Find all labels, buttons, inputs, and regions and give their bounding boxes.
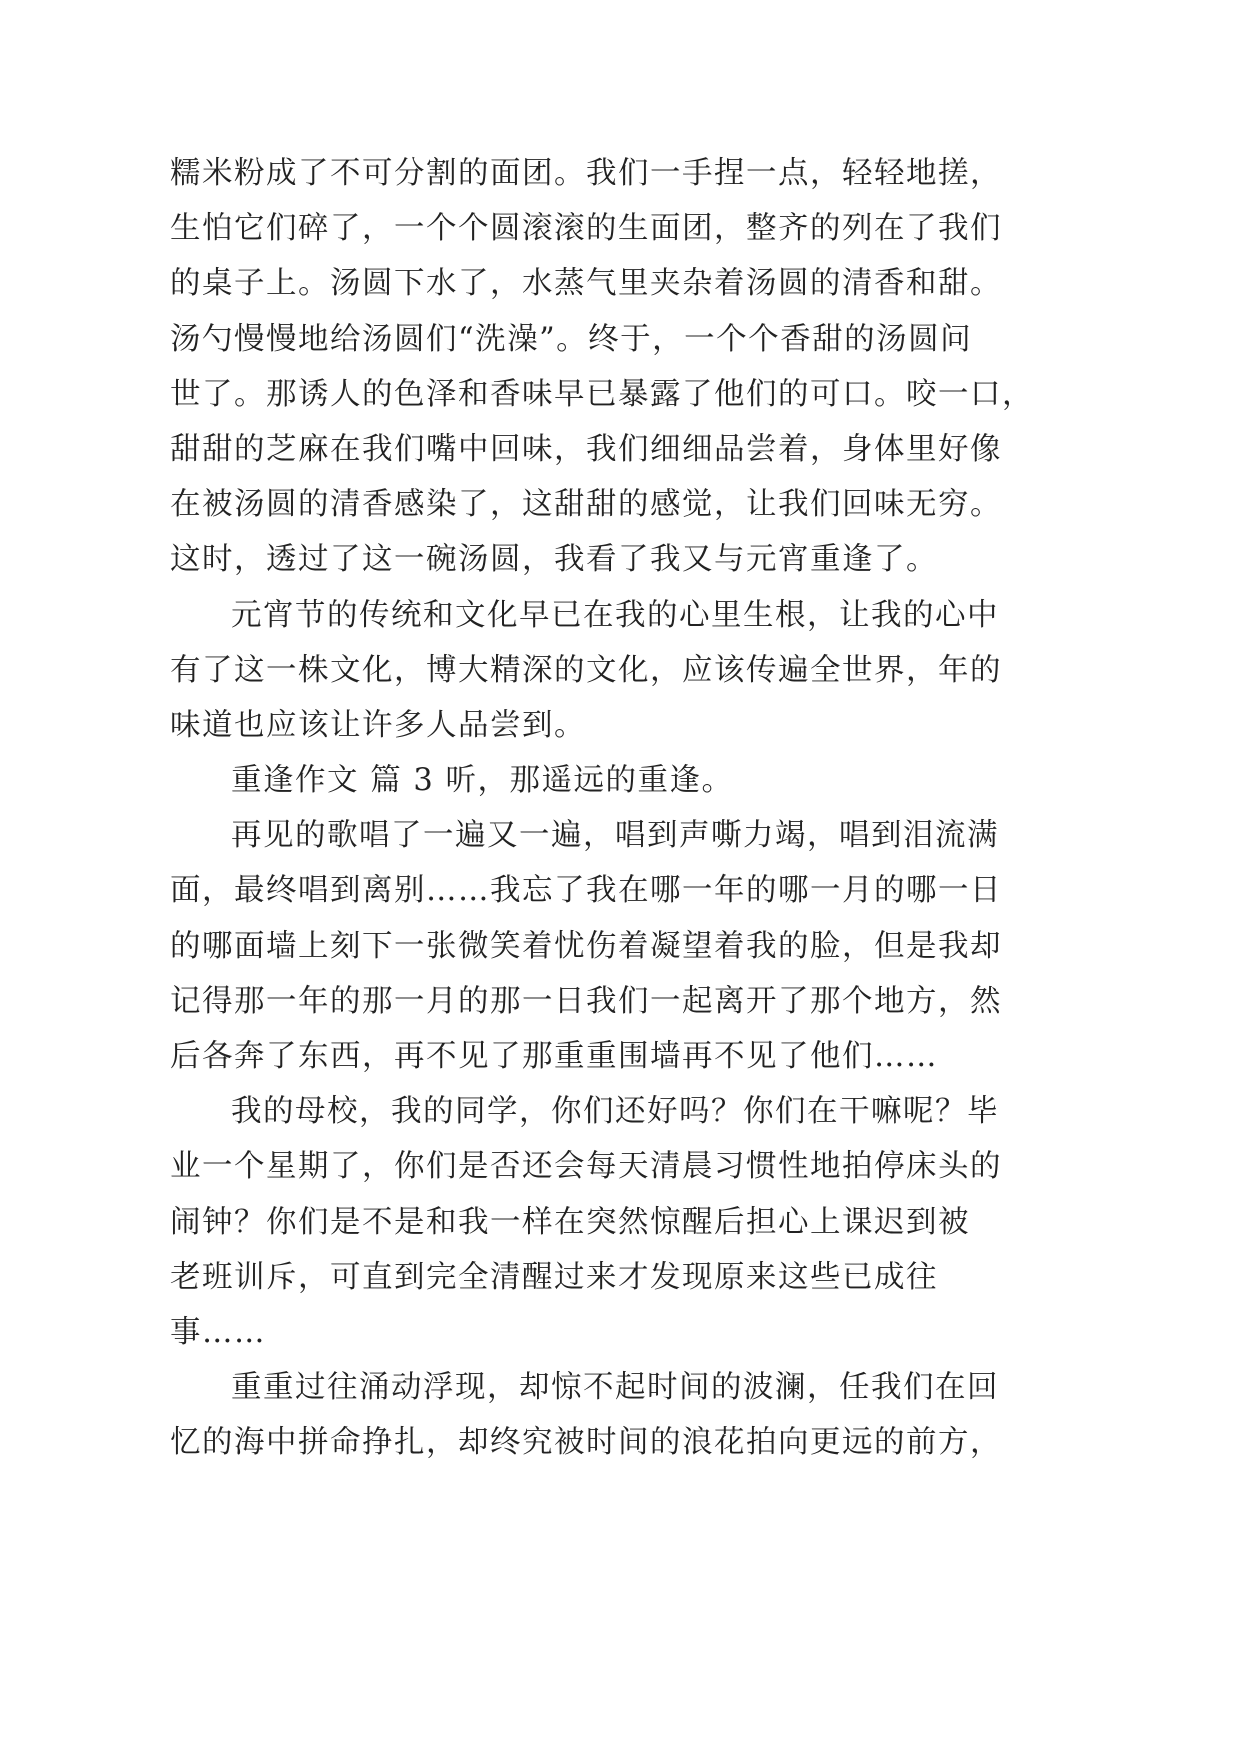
text-line: 在被汤圆的清香感染了，这甜甜的感觉，让我们回味无穷。: [170, 487, 1002, 523]
text-line: 忆的海中拼命挣扎，却终究被时间的浪花拍向更远的前方，: [170, 1425, 1002, 1461]
paragraph-p4: [170, 808, 1002, 1084]
text-line: 闹钟？你们是不是和我一样在突然惊醒后担心上课迟到被: [170, 1204, 970, 1240]
text-line: 我的母校，我的同学，你们还好吗？你们在干嘛呢？毕: [231, 1094, 999, 1130]
paragraph-p3: [170, 753, 960, 808]
text-line: 汤勺慢慢地给汤圆们“洗澡”。终于，一个个香甜的汤圆问: [170, 321, 973, 357]
text-line: 的哪面墙上刻下一张微笑着忧伤着凝望着我的脸，但是我却: [170, 928, 1002, 964]
text-line: 重逢作文 篇 3 听，那遥远的重逢。: [231, 763, 734, 799]
text-line: 业一个星期了，你们是否还会每天清晨习惯性地拍停床头的: [170, 1149, 1002, 1185]
paragraph-p1: [170, 146, 1034, 588]
text-line: 味道也应该让许多人品尝到。: [170, 707, 586, 743]
text-line: 元宵节的传统和文化早已在我的心里生根，让我的心中: [231, 597, 999, 633]
text-line: 世了。那诱人的色泽和香味早已暴露了他们的可口。咬一口，: [170, 376, 1034, 412]
paragraph-p6: [170, 1360, 1002, 1470]
text-line: 记得那一年的那一月的那一日我们一起离开了那个地方，然: [170, 983, 1002, 1019]
text-line: 事……: [170, 1314, 266, 1350]
document-body: [170, 146, 1034, 1471]
text-line: 后各奔了东西，再不见了那重重围墙再不见了他们……: [170, 1039, 938, 1074]
text-line: 有了这一株文化，博大精深的文化，应该传遍全世界，年的: [170, 652, 1002, 688]
text-line: 的桌子上。汤圆下水了，水蒸气里夹杂着汤圆的清香和甜。: [170, 266, 1002, 302]
text-line: 面，最终唱到离别……我忘了我在哪一年的哪一月的哪一日: [170, 873, 1002, 909]
text-line: 糯米粉成了不可分割的面团。我们一手捏一点，轻轻地搓，: [170, 156, 1002, 191]
text-line: 甜甜的芝麻在我们嘴中回味，我们细细品尝着，身体里好像: [170, 431, 1002, 467]
text-line: 这时，透过了这一碗汤圆，我看了我又与元宵重逢了。: [170, 542, 938, 578]
text-line: 重重过往涌动浮现，却惊不起时间的波澜，任我们在回: [231, 1370, 999, 1406]
text-line: 再见的歌唱了一遍又一遍，唱到声嘶力竭，唱到泪流满: [231, 818, 999, 854]
paragraph-p5: [170, 1084, 1002, 1360]
text-line: 老班训斥，可直到完全清醒过来才发现原来这些已成往: [170, 1259, 938, 1295]
text-line: 生怕它们碎了，一个个圆滚滚的生面团，整齐的列在了我们: [170, 211, 1002, 247]
paragraph-p2: [170, 588, 1002, 754]
